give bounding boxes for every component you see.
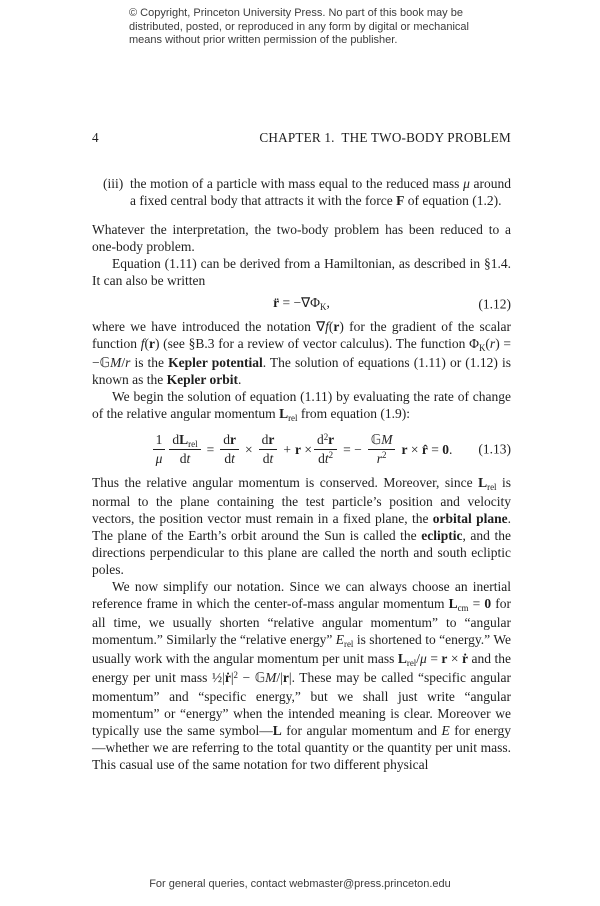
list-item-text: the motion of a particle with mass equal to the reduced mass μ around a fixed central body that attracts it with the force F of equation (1.2). bbox=[130, 176, 512, 208]
paragraph-we-begin: We begin the solution of equation (1.11) by evaluating the rate of change of the relative angular momentum Lrel from equation (1.9): bbox=[92, 389, 511, 423]
footer-contact: For general queries, contact webmaster@press.princeton.edu bbox=[149, 878, 451, 890]
copyright-notice bbox=[129, 7, 469, 48]
list-item-iii bbox=[92, 175, 511, 209]
copyright-line: distributed, posted, or reproduced in any form by digital or mechanical bbox=[129, 20, 469, 33]
copyright-line: means without prior written permission of the publisher. bbox=[129, 34, 398, 46]
copyright-line: © Copyright, Princeton University Press. No part of this book may be bbox=[129, 7, 463, 19]
plus-operator: + bbox=[283, 441, 291, 457]
equation-1-13 bbox=[92, 431, 511, 467]
equation-1-13-body bbox=[151, 432, 453, 465]
closing-term: r × r̂ = 0. bbox=[401, 441, 453, 457]
paragraph-simplify-notation: We now simplify our notation. Since we can always choose an inertial reference frame in which the center-of-mass angular momentum Lcm = 0 for all time, we usually shorten “relative angular momentum” to “angular momentum.” Similarly the “relative energy” Erel is shortened to “energy.” We usually work with the angular momentum per unit mass Lrel/μ = r × ṙ and the energy per unit mass $\frac{1}{2}|ṙ|^2$ − 𝔾M/|r|. These may be called “specific angular momentum” and “specific energy,” but we shall just write “angular momentum” or “energy” when the intended meaning is clear. Moreover we typically use the same symbol—L for angular momentum and E for energy—whether we are referring to the total quantity or the quantity per unit mass. This casual use of the same notation for two different physical bbox=[92, 579, 512, 772]
r-cross-term: r × bbox=[294, 441, 312, 457]
page-body bbox=[92, 175, 511, 773]
running-head: CHAPTER 1. THE TWO-BODY PROBLEM bbox=[259, 130, 511, 145]
equals-operator: = bbox=[206, 441, 215, 457]
fraction-gm-r2: $\frac{\text{𝔾M}}{r^2}$ bbox=[368, 432, 396, 465]
fraction-dlrel-dt: $\frac{\text{dLrel}}{dt}$ bbox=[169, 432, 200, 465]
paragraph-hamiltonian: Equation (1.11) can be derived from a Hamiltonian, as described in §1.4. It can also be written bbox=[92, 256, 511, 288]
equals-minus-operator: = − bbox=[343, 441, 362, 457]
fraction-dr-dt-1: $\frac{dr}{dt}$ bbox=[220, 432, 239, 465]
equation-1-12-body: r̈ = −∇ΦK, bbox=[273, 295, 330, 312]
fraction-dr-dt-2: $\frac{dr}{dt}$ bbox=[259, 432, 278, 465]
paragraph-whatever-interpretation: Whatever the interpretation, the two-body problem has been reduced to a one-body problem. bbox=[92, 222, 511, 254]
fraction-d2r-dt2: $\frac{d^2r}{dt^2}$ bbox=[314, 432, 337, 465]
equation-1-13-number: (1.13) bbox=[478, 441, 511, 457]
equation-1-12 bbox=[92, 294, 511, 313]
paragraph-gradient-notation: where we have introduced the notation ∇f(r) for the gradient of the scalar function f(r) (see §B.3 for a review of vector calculus). The function ΦK(r) = −𝔾M/r is the Kepler potential. The solution of equations (1.11) or (1.12) is known as the Kepler orbit. bbox=[92, 319, 512, 387]
paragraph-angular-momentum-conserved: Thus the relative angular momentum is conserved. Moreover, since Lrel is normal to the plane containing the test particle’s position and velocity vectors, the position vector must remain in a fixed plane, the orbital plane. The plane of the Earth’s orbit around the Sun is called the ecliptic, and the directions perpendicular to this plane are called the north and south ecliptic poles. bbox=[92, 475, 511, 577]
page-number: 4 bbox=[92, 130, 99, 145]
times-operator: × bbox=[244, 441, 253, 457]
page-header bbox=[92, 130, 511, 146]
equation-1-12-number: (1.12) bbox=[478, 296, 511, 311]
fraction-one-over-mu: $\frac{1}{\mu}$ bbox=[153, 432, 166, 465]
list-item-label: (iii) bbox=[103, 176, 124, 191]
